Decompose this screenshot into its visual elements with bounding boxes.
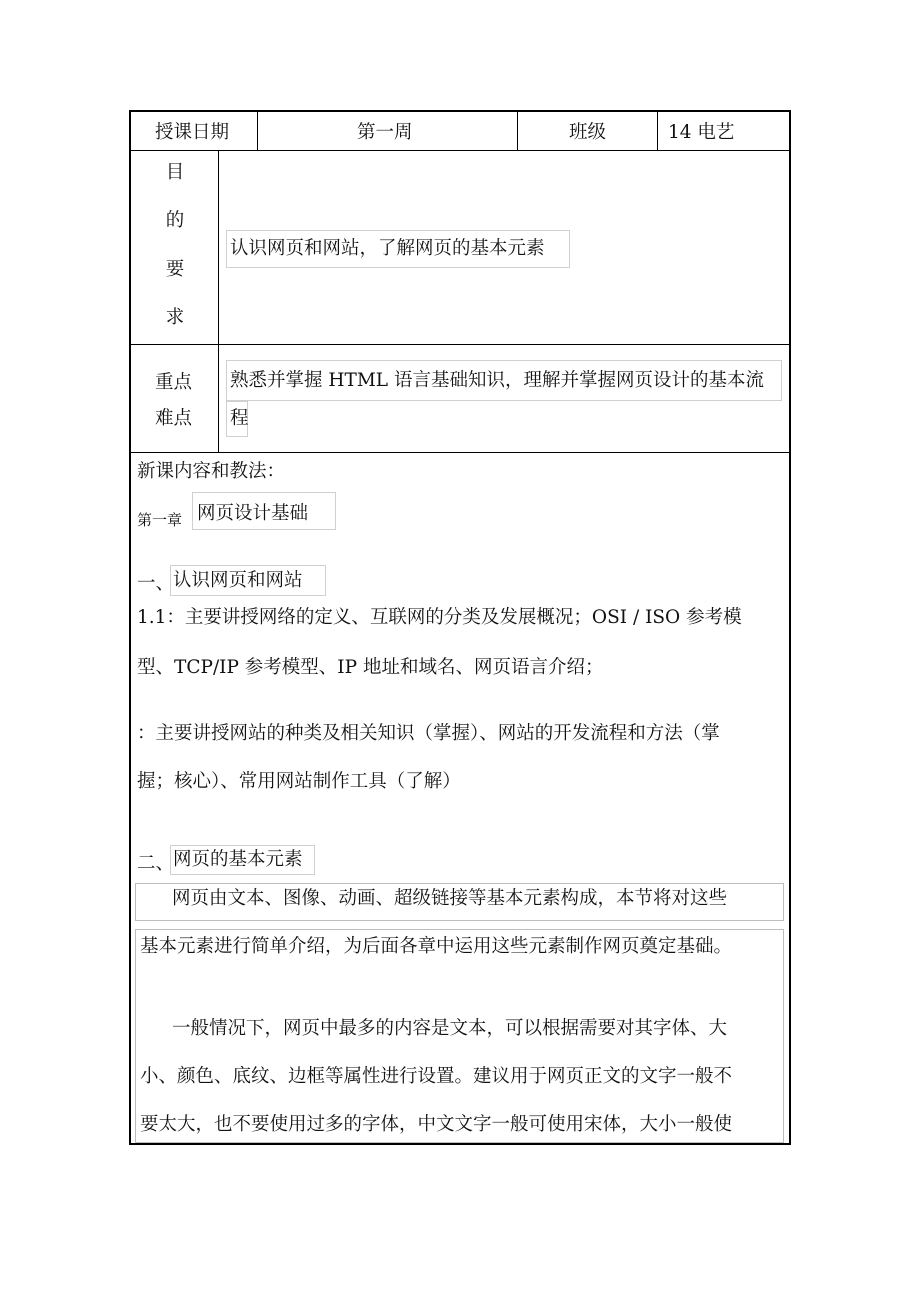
col-divider-header-3 [657, 110, 658, 151]
content-heading: 新课内容和教法： [137, 461, 286, 482]
table-border-bottom [129, 1143, 791, 1145]
para2-line2: 握；核心）、常用网站制作工具（了解） [137, 771, 461, 792]
goals-text: 认识网页和网站，了解网页的基本元素 [230, 238, 545, 259]
class-label: 班级 [569, 122, 607, 143]
chapter-label: 第一章 [137, 511, 183, 529]
key-points-label-1: 重点 [155, 372, 193, 393]
para4-line3: 要太大，也不要使用过多的字体，中文文字一般可使用宋体，大小一般使 [140, 1114, 733, 1135]
chapter-title: 网页设计基础 [197, 503, 309, 524]
col-divider-label [218, 150, 219, 453]
col-divider-header-1 [257, 110, 258, 151]
goals-label-char-3: 要 [165, 259, 185, 280]
section2-title: 网页的基本元素 [173, 849, 303, 870]
para3-line1: 网页由文本、图像、动画、超级链接等基本元素构成，本节将对这些 [172, 888, 728, 909]
table-border-right [789, 110, 791, 1145]
section1-prefix: 一、 [137, 573, 175, 594]
para4-line2: 小、颜色、底纹、边框等属性进行设置。建议用于网页正文的文字一般不 [140, 1066, 733, 1087]
key-points-label-2: 难点 [155, 408, 193, 429]
goals-label-char-2: 的 [165, 210, 185, 231]
row-divider-3 [129, 452, 791, 453]
para2-line1: ：主要讲授网站的种类及相关知识（掌握）、网站的开发流程和方法（掌 [137, 723, 720, 744]
date-label: 授课日期 [155, 122, 230, 143]
class-value: 14 电艺 [668, 122, 735, 143]
row-divider-1 [129, 150, 791, 151]
key-points-text-2: 程 [230, 408, 249, 429]
key-points-text-1: 熟悉并掌握 HTML 语言基础知识，理解并掌握网页设计的基本流 [230, 370, 764, 391]
date-value: 第一周 [357, 122, 413, 143]
section2-prefix: 二、 [137, 853, 175, 874]
para1-line2: 型、TCP/IP 参考模型、IP 地址和域名、网页语言介绍； [137, 657, 604, 678]
goals-label-char-4: 求 [165, 307, 185, 328]
table-border-left [129, 110, 131, 1145]
para4-line1: 一般情况下，网页中最多的内容是文本，可以根据需要对其字体、大 [172, 1018, 728, 1039]
col-divider-header-2 [517, 110, 518, 151]
section1-title: 认识网页和网站 [173, 570, 303, 591]
table-border-top [129, 110, 791, 112]
row-divider-2 [129, 344, 791, 345]
para1-line1: 1.1：主要讲授网络的定义、互联网的分类及发展概况；OSI / ISO 参考模 [137, 607, 742, 628]
goals-label-char-1: 目 [165, 162, 185, 183]
para3-line2: 基本元素进行简单介绍，为后面各章中运用这些元素制作网页奠定基础。 [140, 936, 733, 957]
